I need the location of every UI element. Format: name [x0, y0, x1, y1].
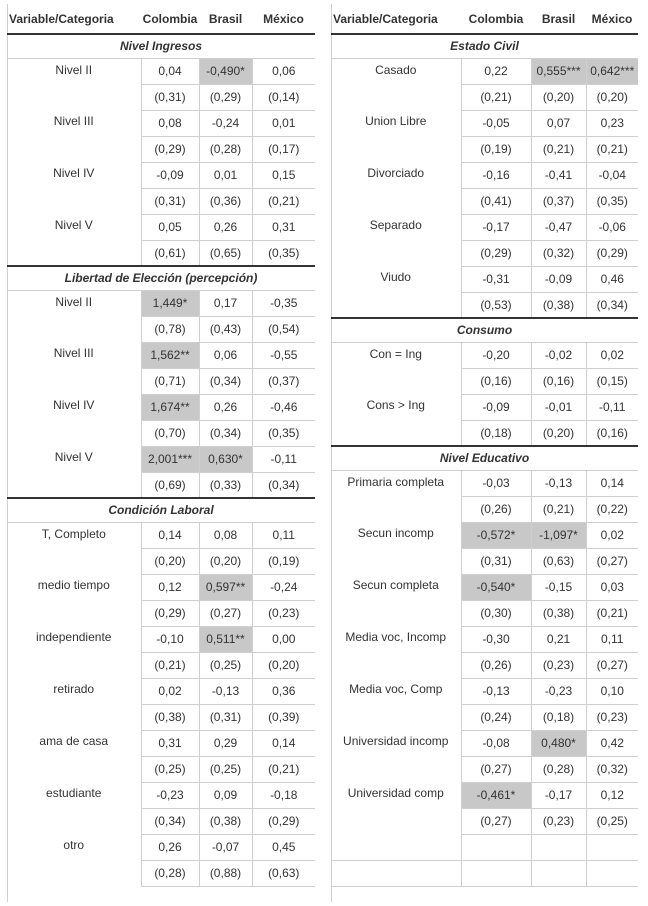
- coefficient-cell: -0,13: [199, 678, 252, 704]
- coefficient-cell: -0,10: [141, 626, 199, 652]
- standard-error-cell: (0,35): [586, 188, 638, 214]
- header-mexico: México: [591, 11, 633, 26]
- coefficient-cell: -0,05: [461, 110, 531, 136]
- variable-label: Nivel IV: [53, 166, 95, 180]
- standard-error-cell: (0,54): [252, 316, 315, 342]
- standard-error-cell: (0,37): [252, 368, 315, 394]
- variable-label: Nivel V: [54, 450, 93, 464]
- standard-error-cell: (0,31): [461, 548, 531, 574]
- left-regression-table: [7, 4, 315, 887]
- coefficient-cell: -0,08: [461, 730, 531, 756]
- significant-coefficient-cell: -1,097*: [531, 522, 586, 548]
- coefficient-cell: 0,29: [199, 730, 252, 756]
- standard-error-cell: (0,21): [531, 496, 586, 522]
- left-table: [7, 4, 315, 887]
- standard-error-cell: (0,37): [531, 188, 586, 214]
- standard-error-cell: (0,31): [199, 704, 252, 730]
- coefficient-cell: 0,02: [586, 522, 638, 548]
- standard-error-cell: (0,21): [252, 188, 315, 214]
- variable-label: ama de casa: [39, 734, 109, 748]
- significant-coefficient-cell: 0,597**: [199, 574, 252, 600]
- variable-label: Media voc, Incomp: [345, 630, 447, 644]
- coefficient-cell: 0,17: [199, 290, 252, 316]
- coefficient-row: [7, 162, 315, 188]
- standard-error-cell: (0,28): [141, 860, 199, 886]
- significant-coefficient-cell: 0,630*: [199, 446, 252, 472]
- coefficient-cell: -0,02: [531, 342, 586, 368]
- section-title: Estado Civil: [331, 34, 638, 58]
- significant-coefficient-cell: 1,449*: [141, 290, 199, 316]
- variable-label: medio tiempo: [37, 578, 110, 592]
- coefficient-cell: 0,02: [141, 678, 199, 704]
- standard-error-cell: (0,29): [199, 84, 252, 110]
- variable-label: Nivel V: [54, 218, 93, 232]
- section-title: Nivel Educativo: [331, 446, 638, 470]
- section-row: [7, 266, 315, 290]
- variable-label: Nivel II: [55, 294, 93, 309]
- standard-error-cell: (0,31): [141, 188, 199, 214]
- standard-error-cell: (0,78): [141, 316, 199, 342]
- coefficient-cell: 0,06: [252, 58, 315, 84]
- coefficient-row: [7, 290, 315, 316]
- variable-label: Universidad comp: [347, 786, 444, 800]
- coefficient-cell: 0,14: [141, 522, 199, 548]
- standard-error-cell: (0,20): [531, 84, 586, 110]
- standard-error-cell: (0,53): [461, 292, 531, 318]
- standard-error-cell: (0,32): [586, 756, 638, 782]
- coefficient-cell: 0,04: [141, 58, 199, 84]
- coefficient-row: [7, 342, 315, 368]
- standard-error-cell: (0,38): [199, 808, 252, 834]
- coefficient-cell: 0,36: [252, 678, 315, 704]
- significant-coefficient-cell: 0,511**: [199, 626, 252, 652]
- section-title: Libertad de Elección (percepción): [7, 266, 315, 290]
- standard-error-cell: (0,25): [141, 756, 199, 782]
- standard-error-cell: (0,31): [141, 84, 199, 110]
- coefficient-row: [331, 626, 638, 652]
- significant-coefficient-cell: -0,572*: [461, 522, 531, 548]
- right-regression-table: [331, 4, 638, 887]
- variable-label: Nivel III: [53, 114, 94, 128]
- empty-cell: [331, 834, 461, 860]
- standard-error-cell: (0,34): [141, 808, 199, 834]
- coefficient-cell: 0,14: [586, 470, 638, 496]
- standard-error-cell: (0,21): [252, 756, 315, 782]
- variable-label: otro: [63, 838, 85, 852]
- coefficient-cell: -0,09: [531, 266, 586, 292]
- variable-label: independiente: [36, 630, 112, 644]
- coefficient-cell: 0,46: [586, 266, 638, 292]
- standard-error-cell: (0,70): [141, 420, 199, 446]
- coefficient-row: [331, 342, 638, 368]
- coefficient-cell: -0,16: [461, 162, 531, 188]
- header-mexico: México: [263, 11, 304, 26]
- standard-error-cell: (0,25): [199, 756, 252, 782]
- coefficient-cell: 0,00: [252, 626, 315, 652]
- standard-error-cell: (0,20): [586, 84, 638, 110]
- standard-error-cell: (0,34): [586, 292, 638, 318]
- section-row: [7, 498, 315, 522]
- standard-error-cell: (0,22): [586, 496, 638, 522]
- variable-label: Primaria completa: [347, 474, 445, 489]
- coefficient-cell: 0,23: [586, 110, 638, 136]
- standard-error-cell: (0,23): [586, 704, 638, 730]
- significant-coefficient-cell: 2,001***: [141, 446, 199, 472]
- standard-error-cell: (0,27): [586, 548, 638, 574]
- variable-label: estudiante: [46, 786, 102, 800]
- coefficient-row: [331, 214, 638, 240]
- standard-error-cell: (0,16): [586, 420, 638, 446]
- header-variable: Variable/Categoria: [9, 11, 114, 26]
- variable-label: retirado: [53, 682, 95, 696]
- standard-error-cell: (0,32): [531, 240, 586, 266]
- standard-error-cell: (0,21): [586, 136, 638, 162]
- standard-error-cell: (0,25): [586, 808, 638, 834]
- variable-label: Secun completa: [352, 578, 439, 592]
- coefficient-cell: 0,31: [252, 214, 315, 240]
- coefficient-cell: -0,46: [252, 394, 315, 420]
- coefficient-row: [331, 678, 638, 704]
- coefficient-cell: 0,05: [141, 214, 199, 240]
- coefficient-cell: 0,21: [531, 626, 586, 652]
- coefficient-cell: 0,11: [252, 522, 315, 548]
- empty-cell: [461, 834, 531, 860]
- standard-error-cell: (0,38): [531, 600, 586, 626]
- coefficient-row: [7, 446, 315, 472]
- header-variable: Variable/Categoria: [333, 11, 438, 26]
- coefficient-row: [7, 214, 315, 240]
- variable-label: Universidad incomp: [343, 734, 449, 748]
- standard-error-cell: (0,35): [252, 420, 315, 446]
- standard-error-cell: (0,38): [531, 292, 586, 318]
- coefficient-row: [331, 730, 638, 756]
- standard-error-cell: (0,36): [199, 188, 252, 214]
- coefficient-row: [331, 782, 638, 808]
- empty-cell: [531, 860, 586, 886]
- coefficient-cell: -0,06: [586, 214, 638, 240]
- coefficient-row: [331, 522, 638, 548]
- coefficient-cell: 0,22: [461, 58, 531, 84]
- section-row: [331, 34, 638, 58]
- coefficient-cell: -0,41: [531, 162, 586, 188]
- header-row: [7, 4, 315, 34]
- coefficient-cell: 0,08: [199, 522, 252, 548]
- coefficient-cell: 0,31: [141, 730, 199, 756]
- coefficient-cell: 0,45: [252, 834, 315, 860]
- coefficient-cell: -0,11: [252, 446, 315, 472]
- coefficient-cell: -0,09: [461, 394, 531, 420]
- header-colombia: Colombia: [468, 11, 524, 26]
- coefficient-cell: -0,11: [586, 394, 638, 420]
- significant-coefficient-cell: -0,540*: [461, 574, 531, 600]
- standard-error-cell: (0,17): [252, 136, 315, 162]
- section-title: Consumo: [331, 318, 638, 342]
- coefficient-cell: -0,30: [461, 626, 531, 652]
- coefficient-cell: 0,26: [199, 394, 252, 420]
- standard-error-cell: (0,38): [141, 704, 199, 730]
- standard-error-cell: (0,29): [141, 600, 199, 626]
- coefficient-row: [7, 834, 315, 860]
- standard-error-cell: (0,16): [461, 368, 531, 394]
- variable-label: Nivel IV: [53, 398, 95, 412]
- coefficient-cell: 0,01: [252, 110, 315, 136]
- coefficient-cell: -0,13: [461, 678, 531, 704]
- standard-error-cell: (0,29): [461, 240, 531, 266]
- standard-error-cell: (0,26): [461, 496, 531, 522]
- coefficient-cell: -0,07: [199, 834, 252, 860]
- coefficient-row: [7, 730, 315, 756]
- coefficient-row: [7, 522, 315, 548]
- coefficient-cell: 0,11: [586, 626, 638, 652]
- coefficient-row: [331, 162, 638, 188]
- header-brasil: Brasil: [208, 11, 243, 26]
- coefficient-row: [331, 266, 638, 292]
- empty-cell: [461, 860, 531, 886]
- significant-coefficient-cell: -0,490*: [199, 58, 252, 84]
- standard-error-cell: (0,63): [531, 548, 586, 574]
- variable-label: Con = Ing: [369, 346, 422, 361]
- standard-error-cell: (0,29): [586, 240, 638, 266]
- coefficient-cell: 0,10: [586, 678, 638, 704]
- standard-error-cell: (0,63): [252, 860, 315, 886]
- standard-error-cell: (0,41): [461, 188, 531, 214]
- variable-label: Union Libre: [365, 114, 427, 128]
- standard-error-cell: (0,20): [252, 652, 315, 678]
- coefficient-cell: -0,15: [531, 574, 586, 600]
- standard-error-cell: (0,20): [141, 548, 199, 574]
- coefficient-cell: -0,17: [531, 782, 586, 808]
- header-row: [331, 4, 638, 34]
- coefficient-cell: -0,23: [531, 678, 586, 704]
- standard-error-cell: (0,15): [586, 368, 638, 394]
- standard-error-cell: (0,19): [252, 548, 315, 574]
- coefficient-cell: -0,35: [252, 290, 315, 316]
- standard-error-cell: (0,71): [141, 368, 199, 394]
- variable-label: Media voc, Comp: [349, 682, 443, 696]
- standard-error-cell: (0,21): [531, 136, 586, 162]
- section-title: Condición Laboral: [7, 498, 315, 522]
- standard-error-cell: (0,27): [461, 808, 531, 834]
- coefficient-cell: -0,04: [586, 162, 638, 188]
- coefficient-cell: -0,13: [531, 470, 586, 496]
- standard-error-cell: (0,61): [141, 240, 199, 266]
- variable-label: Cons > Ing: [366, 398, 425, 412]
- section-row: [331, 318, 638, 342]
- coefficient-cell: -0,24: [252, 574, 315, 600]
- header-brasil: Brasil: [541, 11, 576, 26]
- coefficient-cell: 0,26: [199, 214, 252, 240]
- variable-label: Divorciado: [367, 166, 425, 180]
- coefficient-row: [7, 58, 315, 84]
- coefficient-row: [7, 394, 315, 420]
- coefficient-cell: 0,07: [531, 110, 586, 136]
- standard-error-cell: (0,21): [141, 652, 199, 678]
- standard-error-cell: (0,21): [586, 600, 638, 626]
- right-table: [331, 4, 638, 887]
- header-colombia: Colombia: [142, 11, 198, 26]
- coefficient-row: [7, 110, 315, 136]
- section-title: Nivel Ingresos: [7, 34, 315, 58]
- coefficient-cell: -0,47: [531, 214, 586, 240]
- coefficient-cell: 0,09: [199, 782, 252, 808]
- coefficient-cell: 0,02: [586, 342, 638, 368]
- standard-error-cell: (0,39): [252, 704, 315, 730]
- standard-error-cell: (0,23): [531, 652, 586, 678]
- variable-label: Nivel III: [53, 346, 94, 360]
- coefficient-row: [331, 58, 638, 84]
- coefficient-cell: 0,03: [586, 574, 638, 600]
- coefficient-row: [7, 626, 315, 652]
- empty-cell: [531, 834, 586, 860]
- coefficient-cell: 0,26: [141, 834, 199, 860]
- standard-error-cell: (0,33): [199, 472, 252, 498]
- variable-label: Viudo: [380, 270, 411, 284]
- standard-error-cell: (0,65): [199, 240, 252, 266]
- standard-error-cell: (0,18): [531, 704, 586, 730]
- coefficient-cell: 0,14: [252, 730, 315, 756]
- coefficient-cell: -0,09: [141, 162, 199, 188]
- standard-error-cell: (0,21): [461, 84, 531, 110]
- coefficient-cell: -0,31: [461, 266, 531, 292]
- significant-coefficient-cell: 0,480*: [531, 730, 586, 756]
- coefficient-cell: -0,20: [461, 342, 531, 368]
- standard-error-cell: (0,28): [199, 136, 252, 162]
- empty-row: [331, 834, 638, 860]
- coefficient-cell: 0,15: [252, 162, 315, 188]
- variable-label: Casado: [375, 62, 417, 77]
- standard-error-cell: (0,20): [531, 420, 586, 446]
- standard-error-cell: (0,23): [531, 808, 586, 834]
- coefficient-cell: -0,18: [252, 782, 315, 808]
- empty-row: [331, 860, 638, 886]
- coefficient-cell: -0,17: [461, 214, 531, 240]
- standard-error-cell: (0,28): [531, 756, 586, 782]
- standard-error-cell: (0,20): [199, 548, 252, 574]
- coefficient-cell: -0,01: [531, 394, 586, 420]
- standard-error-cell: (0,14): [252, 84, 315, 110]
- variable-label: Separado: [369, 218, 422, 232]
- significant-coefficient-cell: 0,555***: [531, 58, 586, 84]
- standard-error-cell: (0,16): [531, 368, 586, 394]
- coefficient-cell: 0,08: [141, 110, 199, 136]
- significant-coefficient-cell: -0,461*: [461, 782, 531, 808]
- standard-error-cell: (0,88): [199, 860, 252, 886]
- standard-error-cell: (0,30): [461, 600, 531, 626]
- standard-error-cell: (0,43): [199, 316, 252, 342]
- standard-error-cell: (0,23): [252, 600, 315, 626]
- coefficient-cell: 0,06: [199, 342, 252, 368]
- standard-error-cell: (0,27): [586, 652, 638, 678]
- section-row: [7, 34, 315, 58]
- standard-error-cell: (0,27): [199, 600, 252, 626]
- standard-error-cell: (0,27): [461, 756, 531, 782]
- coefficient-row: [331, 394, 638, 420]
- empty-cell: [586, 860, 638, 886]
- coefficient-row: [7, 574, 315, 600]
- standard-error-cell: (0,34): [199, 420, 252, 446]
- standard-error-cell: (0,35): [252, 240, 315, 266]
- standard-error-cell: (0,34): [199, 368, 252, 394]
- standard-error-cell: (0,34): [252, 472, 315, 498]
- standard-error-cell: (0,18): [461, 420, 531, 446]
- standard-error-cell: (0,19): [461, 136, 531, 162]
- significant-coefficient-cell: 1,674**: [141, 394, 199, 420]
- variable-label: Secun incomp: [357, 526, 434, 540]
- empty-cell: [331, 860, 461, 886]
- coefficient-cell: 0,12: [586, 782, 638, 808]
- coefficient-row: [7, 782, 315, 808]
- section-row: [331, 446, 638, 470]
- standard-error-cell: (0,29): [141, 136, 199, 162]
- significant-coefficient-cell: 1,562**: [141, 342, 199, 368]
- coefficient-cell: -0,24: [199, 110, 252, 136]
- variable-label: T, Completo: [41, 526, 106, 541]
- standard-error-cell: (0,24): [461, 704, 531, 730]
- coefficient-cell: -0,55: [252, 342, 315, 368]
- coefficient-row: [331, 110, 638, 136]
- standard-error-cell: (0,26): [461, 652, 531, 678]
- coefficient-row: [331, 470, 638, 496]
- coefficient-cell: -0,03: [461, 470, 531, 496]
- variable-label: Nivel II: [55, 62, 93, 77]
- coefficient-cell: 0,12: [141, 574, 199, 600]
- coefficient-cell: -0,23: [141, 782, 199, 808]
- standard-error-cell: (0,29): [252, 808, 315, 834]
- standard-error-cell: (0,25): [199, 652, 252, 678]
- coefficient-row: [7, 678, 315, 704]
- coefficient-cell: 0,42: [586, 730, 638, 756]
- empty-cell: [586, 834, 638, 860]
- coefficient-row: [331, 574, 638, 600]
- coefficient-cell: 0,01: [199, 162, 252, 188]
- significant-coefficient-cell: 0,642***: [586, 58, 638, 84]
- standard-error-cell: (0,69): [141, 472, 199, 498]
